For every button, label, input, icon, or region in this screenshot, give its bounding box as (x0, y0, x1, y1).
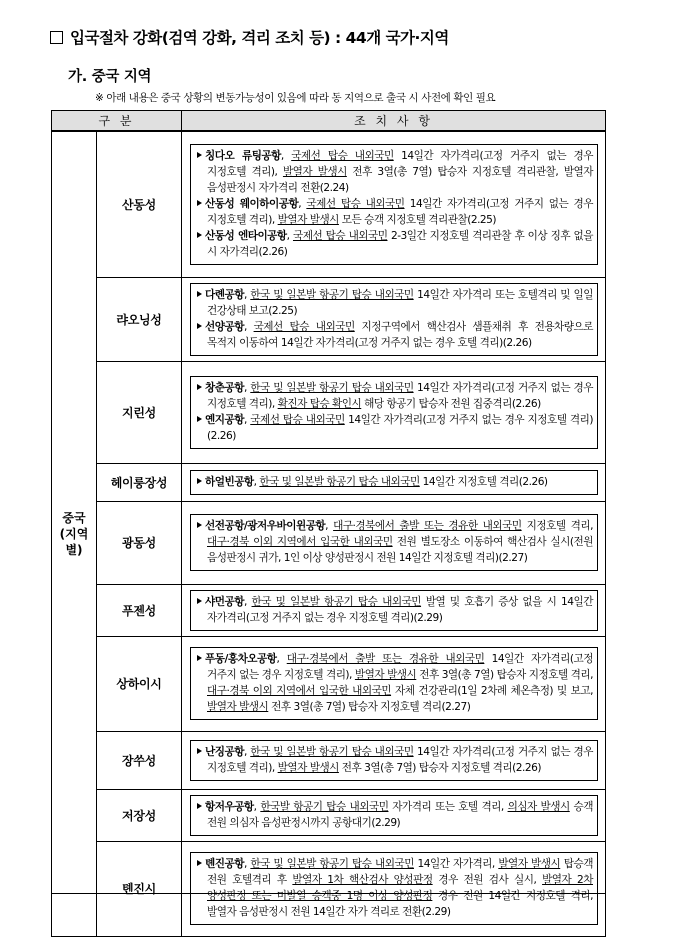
bullet-triangle-icon (197, 384, 202, 390)
measure-text: 14일간 자가격리(고정 거주지 없는 경우 지정호텔 격리), (207, 653, 593, 681)
measures-cell (182, 841, 606, 936)
measures-box (190, 740, 598, 781)
measure-text: 전후 3열(총 7열) 탑승자 지정호텔 격리(2.27) (268, 701, 471, 713)
measure-item (197, 196, 593, 228)
bullet-triangle-icon (197, 655, 202, 661)
region-cell: 광동성 (97, 501, 182, 584)
bullet-triangle-icon (197, 478, 202, 484)
underlined-condition: 한국 및 일본발 항공기 탑승 내외국민 (259, 475, 420, 488)
measures-cell (182, 277, 606, 361)
underlined-condition: 확진자 탑승 확인시 (277, 397, 362, 410)
underlined-condition: 의심자 발생시 (507, 800, 570, 813)
measure-text: 전후 3열(총 7열) 탑승자 지정호텔 격리, (416, 669, 593, 681)
measures-box (190, 283, 598, 356)
measure-text: 전후 3열(총 7열) 탑승자 지정호텔 격리관찰, 발열자 음성판정시 자가격리 전환(2.24) (207, 165, 593, 194)
measures-cell (182, 131, 606, 277)
measure-text: , (286, 229, 293, 242)
bullet-triangle-icon (197, 291, 202, 297)
airport-name: 샤먼공항 (205, 595, 244, 608)
measure-text: , (243, 745, 251, 758)
measures-cell (182, 361, 606, 463)
airport-name: 항저우공항 (205, 800, 254, 813)
measures-box (190, 647, 598, 720)
notice-text: ※ 아래 내용은 중국 상황의 변동가능성이 있음에 따라 동 지역으로 출국 시 사전에 확인 필요 (95, 92, 496, 104)
measure-text: 14일간 지정호텔 격리(2.26) (419, 475, 548, 488)
underlined-condition: 국제선 탑승 내외국민 (306, 197, 405, 210)
table-header-row (52, 111, 606, 132)
underlined-condition: 대구·경북 이외 지역에서 입국한 내외국민 (207, 685, 392, 697)
airport-name: 창춘공항 (205, 381, 244, 394)
table-row (52, 731, 606, 789)
bullet-triangle-icon (197, 803, 202, 809)
measure-text: , (243, 595, 252, 608)
country-cell (52, 131, 97, 936)
airport-name: 난징공항 (205, 745, 244, 758)
measure-text: 자가격리 또는 호텔 격리, (388, 800, 508, 813)
table-row (52, 361, 606, 463)
measure-text: , (280, 149, 292, 162)
table-row (52, 841, 606, 936)
measures-box (190, 470, 598, 495)
underlined-condition: 한국 및 일본발 항공기 탑승 내외국민 (251, 595, 422, 608)
country-name: 중국 (62, 510, 86, 525)
measure-text: , (243, 858, 251, 870)
airport-name: 칭다오 류팅공항 (205, 149, 281, 162)
header-measures: 조 치 사 항 (182, 111, 606, 132)
measures-box (190, 376, 598, 449)
measure-text: , (243, 381, 251, 394)
table-bottom-border (51, 893, 606, 894)
measure-item (197, 148, 593, 196)
measure-text: , (243, 320, 254, 333)
measures-cell (182, 636, 606, 731)
measures-box (190, 795, 598, 836)
measure-text: 14일간 자가격리(고정 거주지 없는 경우 지정호텔 격리), (207, 149, 594, 178)
checkbox-square-icon (50, 31, 63, 44)
table-row (52, 501, 606, 584)
measure-item (197, 518, 593, 566)
header-region: 구 분 (52, 111, 182, 132)
region-cell: 랴오닝성 (97, 277, 182, 361)
underlined-condition: 발열자 1차 핵산검사 양성판정 (292, 874, 433, 886)
measures-box (190, 852, 598, 925)
underlined-condition: 발열자 2차 양성판정 또는 미발열 승객중 1명 이상 양성판정 (207, 874, 593, 902)
region-cell: 헤이룽장성 (97, 463, 182, 501)
measures-box (190, 514, 598, 571)
measure-text: , (243, 288, 251, 301)
airport-name: 산동성 엔타이공항 (205, 229, 287, 242)
country-qualifier: (지역별) (59, 526, 89, 557)
measure-item (197, 799, 593, 831)
subsection-heading: 가. 중국 지역 (68, 69, 152, 85)
measure-text: 지정호텔 격리, (521, 520, 593, 532)
measure-item (197, 474, 593, 490)
measures-box (190, 590, 598, 631)
underlined-condition: 발열자 발생시 (277, 213, 339, 226)
region-cell: 톈진시 (97, 841, 182, 936)
table-row (52, 277, 606, 361)
airport-name: 옌지공항 (205, 413, 244, 426)
measure-text: 경우 전원 14일간 지정호텔 격리, 발열자 음성판정시 전원 14일간 자가 격리로 전환(2.29) (207, 890, 593, 918)
measure-text: 전후 3열(총 7열) 탑승자 지정호텔 격리(2.26) (338, 761, 541, 774)
measure-text: 승객 전원 의심자 음성판정시까지 공항대기(2.29) (207, 800, 593, 829)
measure-text: 2-3일간 지정호텔 격리관찰 후 이상 징후 없을 시 자가격리(2.26) (207, 229, 593, 258)
bullet-triangle-icon (197, 598, 202, 604)
bullet-triangle-icon (197, 748, 202, 754)
measures-table (51, 110, 606, 937)
underlined-condition: 한국 및 일본발 항공기 탑승 내외국민 (250, 381, 414, 394)
region-cell: 산동성 (97, 131, 182, 277)
table-body (52, 131, 606, 936)
underlined-condition: 대구·경북에서 출발 또는 경유한 내외국민 (333, 520, 522, 532)
region-cell: 푸젠성 (97, 584, 182, 636)
measure-text: 14일간 자가격리(고정 거주지 없는 경우 지정호텔 격리), (207, 197, 593, 226)
table-row (52, 789, 606, 841)
measure-text: 발열 및 호흡기 증상 없을 시 14일간 자가격리(고정 거주지 없는 경우 지정호텔 격리)(2.29) (207, 595, 593, 624)
measures-box (190, 144, 598, 265)
measure-text: 자체 건강관리(1일 2차례 체온측정) 및 보고, (391, 685, 593, 697)
measure-text: 경우 전원 검사 실시, (432, 874, 543, 886)
measure-item (197, 856, 593, 920)
measures-cell (182, 463, 606, 501)
airport-name: 톈진공항 (205, 858, 244, 870)
measure-text: , (253, 800, 261, 813)
region-cell: 저장성 (97, 789, 182, 841)
bullet-triangle-icon (197, 323, 202, 329)
underlined-condition: 한국 및 일본발 항공기 탑승 내외국민 (250, 858, 414, 870)
underlined-condition: 국제선 탑승 내외국민 (253, 320, 355, 333)
airport-name: 하얼빈공항 (205, 475, 254, 488)
measure-item (197, 380, 593, 412)
measure-item (197, 651, 593, 715)
underlined-condition: 한국발 항공기 탑승 내외국민 (260, 800, 389, 813)
measure-text: , (276, 653, 287, 665)
measure-item (197, 287, 593, 319)
measure-text: 탑승객 전원 호텔격리 후 (207, 858, 593, 886)
bullet-triangle-icon (197, 416, 202, 422)
table-row (52, 463, 606, 501)
measure-text: , (325, 520, 334, 532)
region-cell: 상하이시 (97, 636, 182, 731)
section-heading-text: 입국절차 강화(검역 강화, 격리 조치 등) : 44개 국가·지역 (70, 29, 449, 47)
bullet-triangle-icon (197, 860, 202, 866)
measure-text: 14일간 자가격리(고정 거주지 없는 경우 지정호텔 격리), (207, 381, 593, 410)
table-row (52, 636, 606, 731)
bullet-triangle-icon (197, 152, 202, 158)
bullet-triangle-icon (197, 522, 202, 528)
measure-item (197, 594, 593, 626)
airport-name: 선양공항 (205, 320, 244, 333)
measure-text: 해당 항공기 탑승자 전원 집중격리(2.26) (361, 397, 541, 410)
bullet-triangle-icon (197, 232, 202, 238)
measure-item (197, 319, 593, 351)
measure-text: 14일간 자가격리, (413, 858, 499, 870)
underlined-condition: 한국 및 일본발 항공기 탑승 내외국민 (250, 745, 414, 758)
measure-text: 전원 별도장소 이동하여 핵산검사 실시(전원 음성판정시 귀가, 1인 이상 양성판정시 전원 14일간 지정호텔 격리)(2.27) (207, 536, 593, 564)
bullet-triangle-icon (197, 200, 202, 206)
measure-text: 모든 승객 지정호텔 격리관찰(2.25) (338, 213, 497, 226)
measure-text: 14일간 자가격리(고정 거주지 없는 경우 지정호텔 격리), (207, 745, 593, 774)
underlined-condition: 대구·경북에서 출발 또는 경유한 내외국민 (286, 653, 485, 665)
region-cell: 장쑤성 (97, 731, 182, 789)
measure-item (197, 412, 593, 444)
table-row (52, 131, 606, 277)
airport-name: 산동성 웨이하이공항 (205, 197, 299, 210)
underlined-condition: 발열자 발생시 (354, 669, 417, 681)
measures-cell (182, 731, 606, 789)
section-heading (50, 26, 449, 48)
underlined-condition: 발열자 발생시 (498, 858, 561, 870)
airport-name: 푸동/홍차오공항 (205, 653, 277, 665)
table-row (52, 584, 606, 636)
airport-name: 다롄공항 (205, 288, 244, 301)
underlined-condition: 국제선 탑승 내외국민 (250, 413, 345, 426)
measure-text: 14일간 자가격리 또는 호텔격리 및 일일 건강상태 보고(2.25) (207, 288, 593, 317)
measure-text: 14일간 자가격리(고정 거주지 없는 경우 지정호텔 격리)(2.26) (207, 413, 593, 442)
measures-cell (182, 584, 606, 636)
measure-text: , (298, 197, 307, 210)
measure-item (197, 228, 593, 260)
underlined-condition: 한국 및 일본발 항공기 탑승 내외국민 (250, 288, 414, 301)
measure-text: 지정구역에서 핵산검사 샘플채취 후 전용차량으로 목적지 이동하여 14일간 자가격리(고정 거주지 없는 경우 호텔 격리)(2.26) (207, 320, 593, 349)
underlined-condition: 대구·경북 이외 지역에서 입국한 내외국민 (207, 536, 393, 548)
underlined-condition: 국제선 탑승 내외국민 (292, 229, 388, 242)
underlined-condition: 발열자 발생시 (207, 701, 269, 713)
airport-name: 선전공항/광저우바이윈공항 (205, 520, 326, 532)
underlined-condition: 발열자 발생시 (277, 761, 339, 774)
measures-cell (182, 789, 606, 841)
measure-text: , (253, 475, 260, 488)
measure-item (197, 744, 593, 776)
underlined-condition: 발열자 발생시 (282, 165, 347, 178)
measures-cell (182, 501, 606, 584)
measure-text: , (243, 413, 251, 426)
region-cell: 지린성 (97, 361, 182, 463)
underlined-condition: 국제선 탑승 내외국민 (291, 149, 394, 162)
